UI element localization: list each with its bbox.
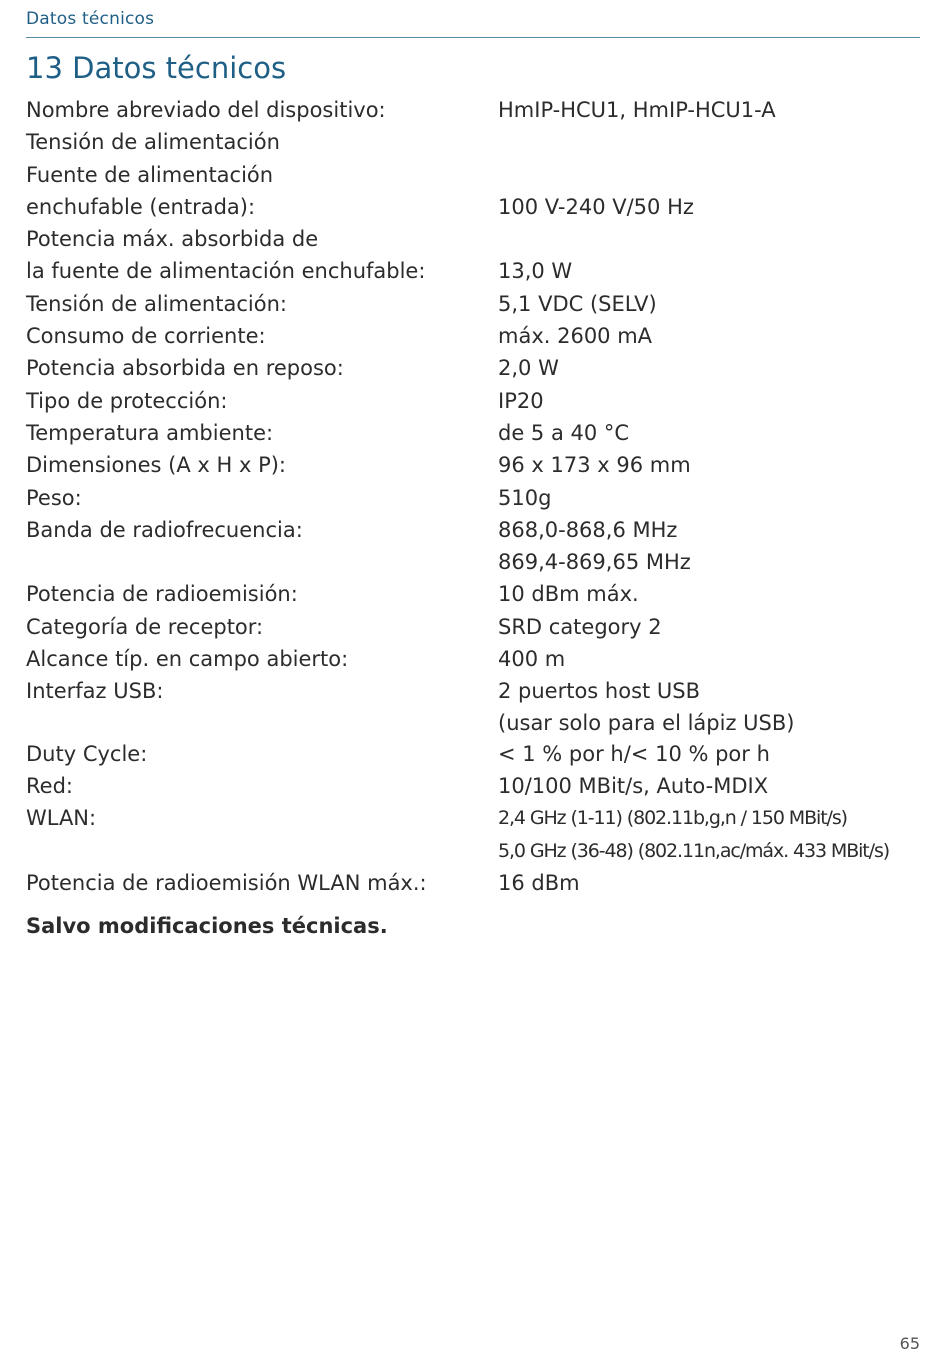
spec-row-current-consumption <box>26 320 926 352</box>
spec-value: 510g <box>498 485 552 510</box>
spec-label: Temperatura ambiente: <box>26 420 274 445</box>
spec-row-supply-voltage <box>26 288 926 320</box>
spec-label: Interfaz USB: <box>26 679 164 704</box>
page-header <box>26 9 920 38</box>
spec-value: SRD category 2 <box>498 614 662 639</box>
spec-label: Nombre abreviado del dispositivo: <box>26 98 386 122</box>
spec-row-weight <box>26 482 926 514</box>
spec-label: Red: <box>26 773 73 798</box>
spec-row-standby-power <box>26 352 926 384</box>
spec-value: 400 m <box>498 647 566 672</box>
spec-value: IP20 <box>498 388 544 413</box>
spec-label: Dimensiones (A x H x P): <box>26 453 286 478</box>
spec-value: 100 V-240 V/50 Hz <box>498 194 694 219</box>
spec-label: Alcance típ. en campo abierto: <box>26 647 349 672</box>
spec-value: 16 dBm <box>498 870 580 895</box>
spec-label: Peso: <box>26 485 82 510</box>
spec-label: Potencia de radioemisión WLAN máx.: <box>26 870 427 895</box>
spec-label: Fuente de alimentación enchufable (entrada): <box>26 162 274 219</box>
spec-value: de 5 a 40 °C <box>498 420 630 445</box>
spec-label: Categoría de receptor: <box>26 614 264 639</box>
spec-value: 868,0-868,6 MHz 869,4-869,65 MHz <box>498 517 691 575</box>
spec-value: 2 puertos host USB (usar solo para el lápiz USB) <box>498 679 795 735</box>
spec-value: 2,4 GHz (1-11) (802.11b,g,n / 150 MBit/s) 5,0 GHz (36-48) (802.11n,ac/máx. 433 MBit/s) <box>498 807 890 862</box>
spec-row-wlan <box>26 802 926 867</box>
spec-row-wlan-power <box>26 867 926 899</box>
spec-row-ambient-temperature <box>26 417 926 449</box>
spec-label: Tensión de alimentación: <box>26 291 287 316</box>
spec-value: máx. 2600 mA <box>498 324 653 349</box>
spec-label: Potencia de radioemisión: <box>26 582 298 607</box>
spec-row-max-power-supply <box>26 223 926 288</box>
spec-value: 2,0 W <box>498 356 559 381</box>
spec-row-dimensions <box>26 449 926 481</box>
spec-row-device-name <box>26 94 926 126</box>
spec-label: WLAN: <box>26 806 97 831</box>
spec-row-duty-cycle <box>26 738 926 770</box>
section-title: 13 Datos técnicos <box>26 51 287 85</box>
footnote: Salvo modificaciones técnicas. <box>26 914 388 938</box>
spec-value: 10/100 MBit/s, Auto-MDIX <box>498 773 769 798</box>
spec-row-power-supply-input <box>26 159 926 224</box>
spec-row-radio-band <box>26 514 926 579</box>
spec-value: 96 x 173 x 96 mm <box>498 453 691 478</box>
spec-row-protection <box>26 385 926 417</box>
spec-value: < 1 % por h/< 10 % por h <box>498 741 770 766</box>
spec-row-network <box>26 770 926 802</box>
spec-label: Banda de radiofrecuencia: <box>26 517 303 542</box>
running-title: Datos técnicos <box>26 9 155 29</box>
spec-value: 5,1 VDC (SELV) <box>498 291 657 316</box>
spec-label: Tensión de alimentación <box>26 130 280 155</box>
spec-value: HmIP-HCU1, HmIP-HCU1-A <box>498 98 776 122</box>
spec-row-radio-power <box>26 578 926 610</box>
spec-row-usb-interface <box>26 675 926 737</box>
spec-row-receiver-category <box>26 611 926 643</box>
spec-value: 10 dBm máx. <box>498 582 639 607</box>
spec-label: Duty Cycle: <box>26 741 148 766</box>
spec-label: Consumo de corriente: <box>26 324 266 349</box>
spec-value: 13,0 W <box>498 259 573 284</box>
spec-label: Potencia máx. absorbida de la fuente de alimentación enchufable: <box>26 227 426 284</box>
spec-table <box>26 94 926 899</box>
spec-row-open-field-range <box>26 643 926 675</box>
spec-row-supply-voltage-heading <box>26 126 926 158</box>
spec-label: Tipo de protección: <box>26 388 228 413</box>
page-number: 65 <box>899 1334 920 1353</box>
spec-label: Potencia absorbida en reposo: <box>26 356 344 381</box>
